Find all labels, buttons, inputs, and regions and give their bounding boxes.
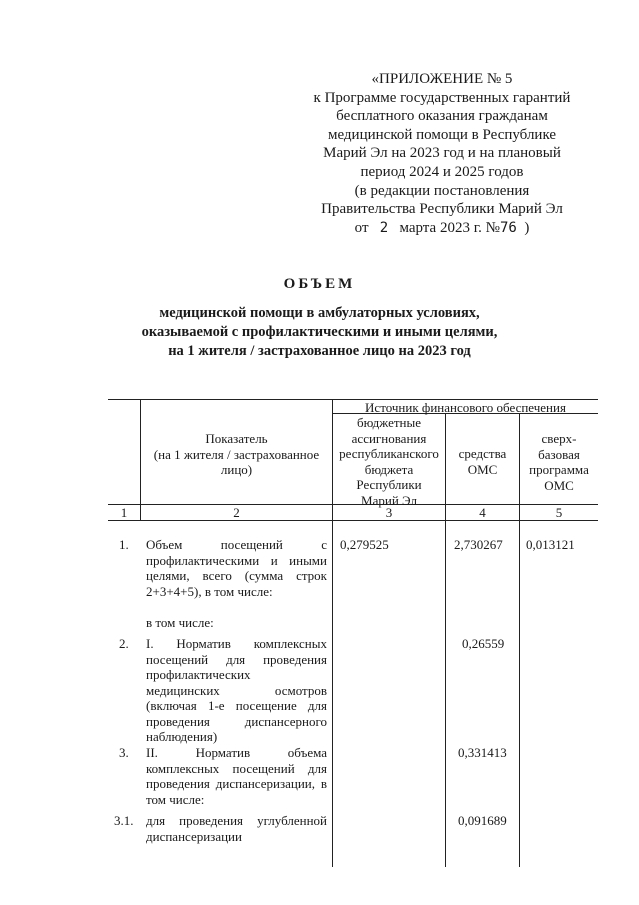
row-oms-value: 0,331413 [458,745,507,760]
row-oms-value: 2,730267 [454,537,503,552]
col-number: 5 [555,505,563,520]
row-indicator-text: Объем посещений с профилактическими и иными целями, всего (сумма строк 2+3+4+5), в том числе: [146,537,327,599]
header-line: (в редакции постановления [354,182,530,199]
row-oms-value: 0,091689 [458,813,507,828]
header-line: Правительства Республики Марий Эл [321,201,563,218]
header-line: к Программе государственных гарантий [313,89,571,106]
row-indicator-text: II. Норматив объема комплексных посещений для проведения диспансеризации, в том числе: [146,745,327,807]
row-number: 2. [119,636,129,651]
header-line: Марий Эл на 2023 год и на плановый [323,145,561,162]
row-budget-value: 0,279525 [340,537,389,552]
row-extra-value: 0,013121 [526,537,575,552]
row-number: 1. [119,537,129,552]
volume-table [108,397,598,867]
date-middle: марта 2023 г. № [399,219,500,236]
col-header-indicator: Показатель (на 1 жителя / застрахованное лицо) [153,431,320,477]
col-number: 2 [233,505,240,520]
col-number: 3 [385,505,393,520]
col-header-budget: бюджетные ассигнования республиканского бюджета Республики Марий Эл [339,415,439,508]
col-header-extra: сверх- базовая программа ОМС [529,431,589,493]
col-header-source-group: Источник финансового обеспечения [365,400,566,415]
subtitle-line: оказываемой с профилактическими и иными целями, [141,324,498,340]
header-date-line [297,219,587,238]
document-title: ОБЪЕМ [283,276,356,292]
date-number: 76 [499,219,517,236]
date-day: 2 [379,219,389,236]
col-header-oms: средства ОМС [458,446,507,477]
date-close: ) [524,219,530,236]
row-number: 3.1. [114,813,134,828]
row-indicator-text: в том числе: [146,615,214,630]
header-line: «ПРИЛОЖЕНИЕ № 5 [371,71,513,87]
document-subtitle [0,304,639,361]
row-indicator-text: для проведения углубленной диспансеризации [146,813,327,844]
date-prefix: от [354,219,369,236]
approval-header [297,70,587,237]
row-number: 3. [119,745,129,760]
subtitle-line: медицинской помощи в амбулаторных условиях, [159,305,480,321]
header-line: бесплатного оказания гражданам [336,108,548,125]
header-line: медицинской помощи в Республике [327,126,557,143]
subtitle-line: на 1 жителя / застрахованное лицо на 2023 год [168,343,471,359]
col-divider [445,413,446,867]
row-indicator-text: I. Норматив комплексных посещений для проведения профилактических медицинских осмотров (включая 1-е посещение для проведения диспансерного наблюдения) [146,636,327,744]
col-number: 4 [479,505,486,520]
header-line: период 2024 и 2025 годов [360,163,524,180]
row-oms-value: 0,26559 [462,636,505,651]
col-number: 1 [120,505,128,520]
